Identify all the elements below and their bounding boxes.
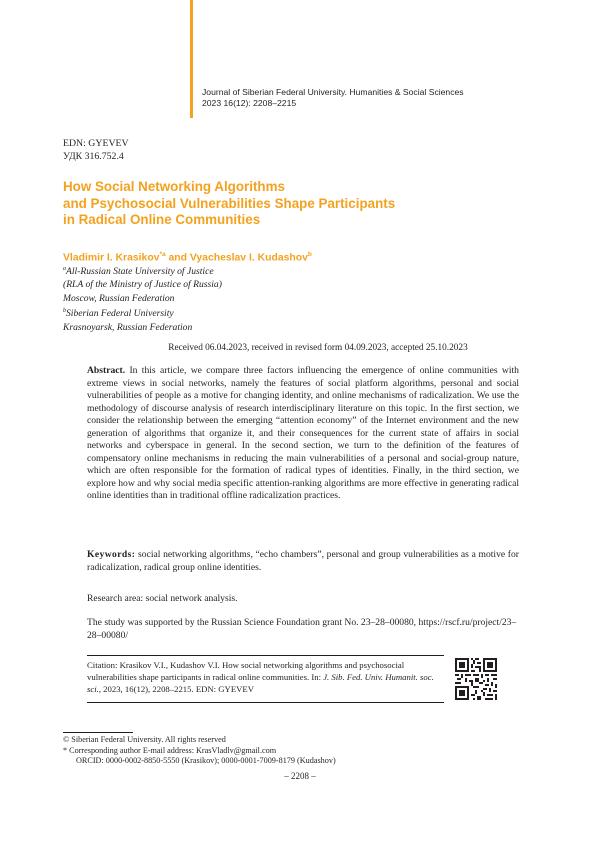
affiliation-line xyxy=(63,321,222,334)
affiliation-line xyxy=(63,292,222,305)
citation-journal: J. Sib. Fed. Univ. Humanit. soc. sci. xyxy=(87,671,434,694)
affiliation-line xyxy=(63,263,222,278)
author-marker: b xyxy=(307,251,312,258)
citation-rule-top xyxy=(87,655,444,656)
grant-note: The study was supported by the Russian Science Foundation grant No. 23–28–00080, https://rscf.ru/project/23–28–00080/ xyxy=(87,617,517,641)
footnote-rule xyxy=(63,732,133,733)
journal-issue: 2023 16(12): 2208–2215 xyxy=(202,97,297,108)
corresponding-author-note: * Corresponding author E-mail address: KrasVladlv@gmail.com xyxy=(63,745,277,755)
orcid-note: ORCID: 0000-0002-8850-5550 (Krasikov); 0000-0001-7009-8179 (Kudashov) xyxy=(76,756,336,766)
title-line: How Social Networking Algorithms xyxy=(63,179,285,194)
citation-rule-bottom xyxy=(87,702,444,703)
affiliation-marker: a xyxy=(63,266,66,272)
received-dates xyxy=(0,342,600,354)
copyright-note: © Siberian Federal University. All rights reserved xyxy=(63,735,226,744)
abstract xyxy=(87,365,519,503)
affiliation-text: All-Russian State University of Justice xyxy=(66,266,214,278)
citation-text-end: , 2023, 16(12), 2208–2215. EDN: GYEVEV xyxy=(98,683,254,694)
author-conjunction: and xyxy=(165,252,190,264)
header-accent-bar xyxy=(190,0,193,118)
affiliation-line xyxy=(63,278,222,291)
journal-name: Journal of Siberian Federal University. Humanities & Social Sciences xyxy=(202,87,464,97)
citation-block xyxy=(87,660,444,695)
affiliation-text: Siberian Federal University xyxy=(66,308,174,320)
abstract-text: In this article, we compare three factors influencing the emergence of online communities with extreme views in social networks, namely the features of social platform algorithms, personal and social vulnerabilities of people as a motive for changing identity, and online mechanisms of radicalization. We use the methodology of discourse analysis of research interdisciplinary literature on this topic. In the first section, we consider the relationship between the emerging “attention economy” of the Internet environment and the new generation of algorithms that organize it, and their consequences for the current state of affairs in social networks and cyberspace in general. In the second section, we turn to the definition of the features of compensatory online mechanisms in reducing the main vulnerabilities of a personal and social-group nature, which are often responsible for the formation of radical types of identities. Finally, in the third section, we explore how and why social media specific attention-ranking algorithms are more effective in generating radical online identities than in traditional offline radicalization practices. xyxy=(87,365,519,502)
received-text: Received 06.04.2023, received in revised form 04.09.2023, accepted 25.10.2023 xyxy=(168,343,468,353)
title-line: in Radical Online Communities xyxy=(63,212,261,227)
keywords-text: social networking algorithms, “echo chambers”, personal and group vulnerabilities as a motive for radicalization, radical group online identities. xyxy=(87,549,519,573)
affiliation-text: Krasnoyarsk, Russian Federation xyxy=(63,321,193,333)
affiliation-marker: b xyxy=(63,308,66,315)
affiliations xyxy=(63,263,222,334)
abstract-label: Abstract. xyxy=(87,365,126,376)
edn-code: EDN: GYEVEV xyxy=(63,138,129,149)
author-name: Vladimir I. Krasikov xyxy=(63,252,160,264)
udk-code: УДК 316.752.4 xyxy=(63,150,124,162)
author-name: Vyacheslav I. Kudashov xyxy=(189,252,308,264)
article-title xyxy=(63,179,483,229)
qr-code-icon[interactable] xyxy=(455,658,497,700)
identifiers xyxy=(63,138,129,163)
authors-line xyxy=(63,248,312,264)
footnotes xyxy=(63,735,336,767)
keywords xyxy=(87,549,519,574)
affiliation-text: Moscow, Russian Federation xyxy=(63,292,175,304)
citation-text: Citation: Krasikov V.I., Kudashov V.I. How social networking algorithms and psychosocial vulnerabilities shape participants in radical online communities. In: xyxy=(87,660,405,682)
author-marker: *a xyxy=(159,251,166,258)
affiliation-text: (RLA of the Ministry of Justice of Russia) xyxy=(63,279,222,291)
research-area: Research area: social network analysis. xyxy=(87,593,238,604)
page-number: – 2208 – xyxy=(284,771,316,781)
keywords-label: Keywords: xyxy=(87,549,136,560)
affiliation-line xyxy=(63,305,222,320)
title-line: and Psychosocial Vulnerabilities Shape Participants xyxy=(63,195,396,211)
journal-header xyxy=(202,87,582,108)
